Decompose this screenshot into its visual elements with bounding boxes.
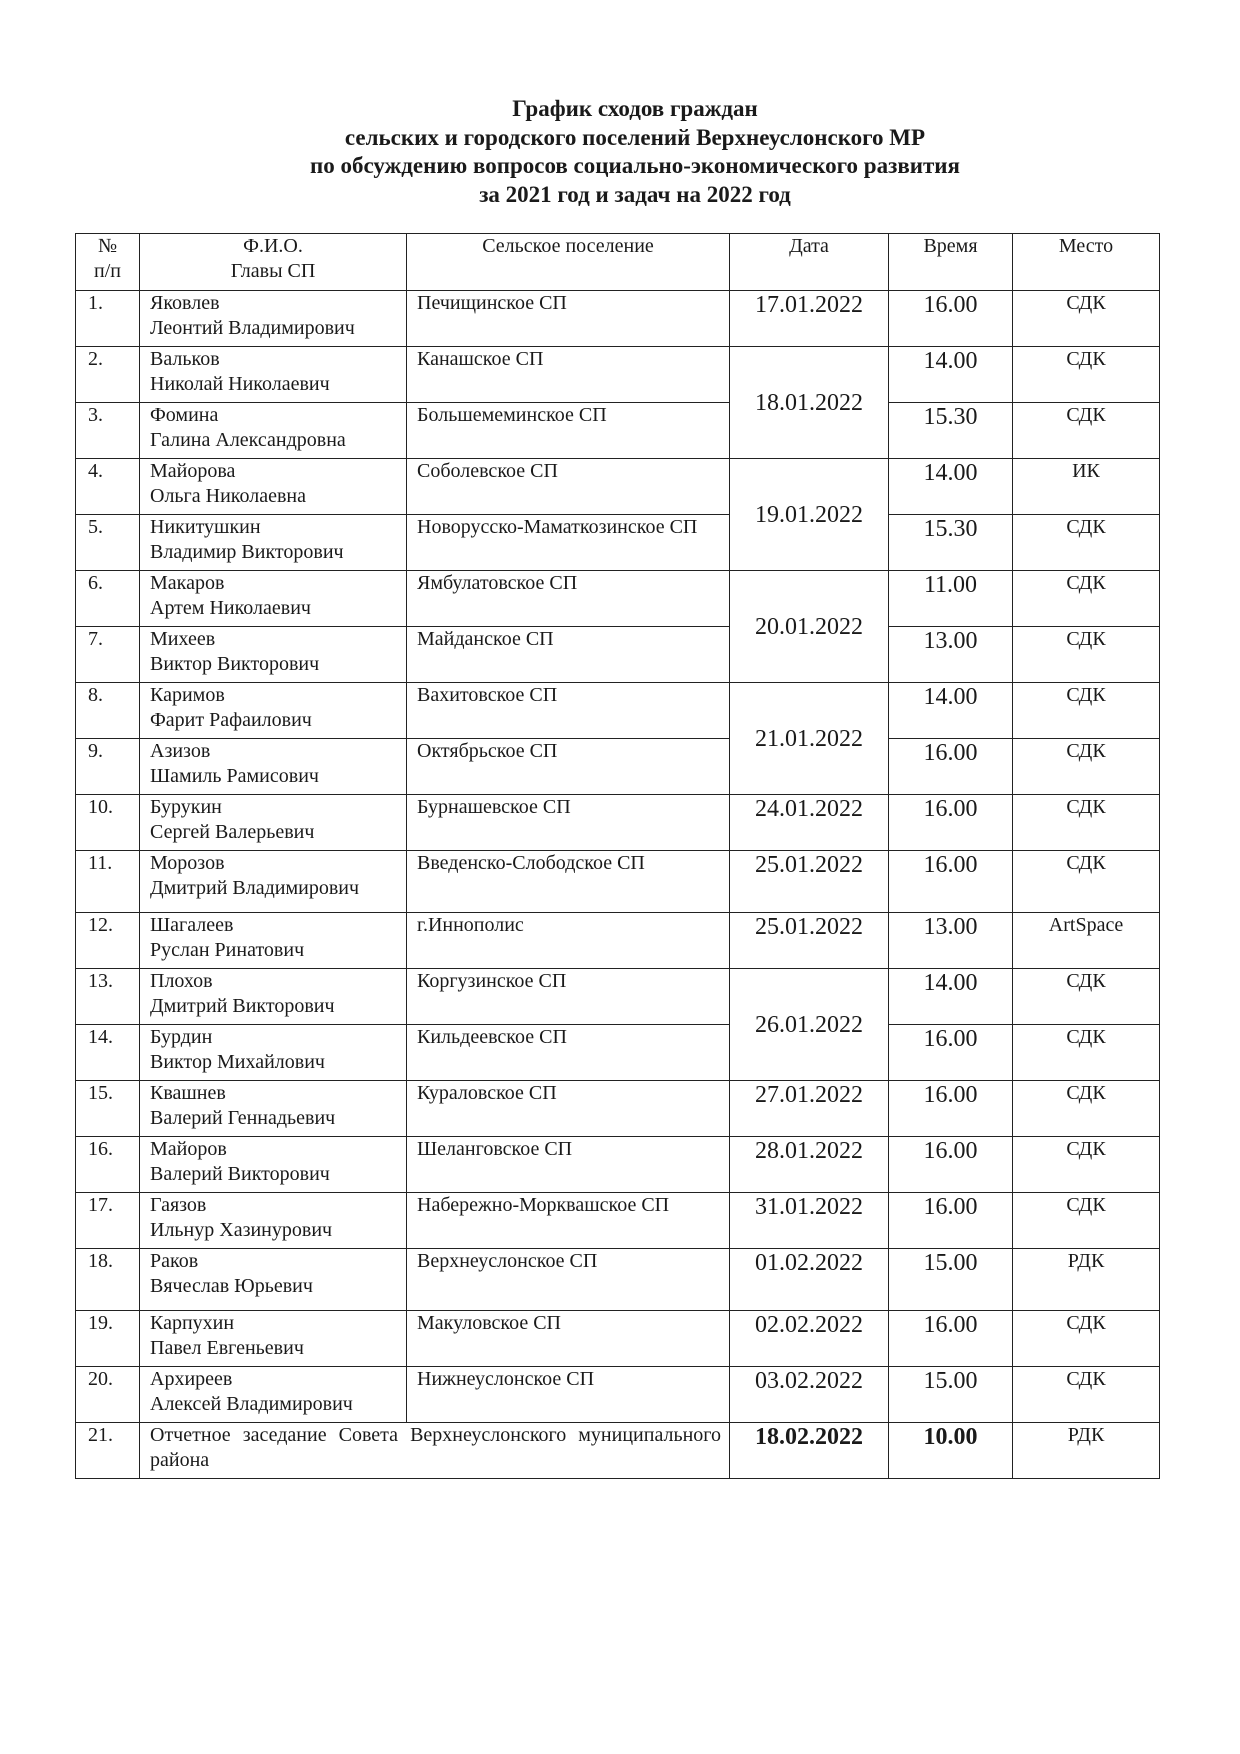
head-name: Никитушкин Владимир Викторович xyxy=(140,515,407,571)
meeting-time: 16.00 xyxy=(889,1081,1013,1137)
summary-row xyxy=(76,1423,1160,1479)
row-number: 3. xyxy=(76,403,140,459)
meeting-time: 11.00 xyxy=(889,571,1013,627)
header-settlement: Сельское поселение xyxy=(407,234,730,291)
meeting-time: 15.00 xyxy=(889,1367,1013,1423)
row-number: 2. xyxy=(76,347,140,403)
meeting-date: 18.02.2022 xyxy=(730,1423,889,1479)
table-row xyxy=(76,1137,1160,1193)
settlement-name: Октябрьское СП xyxy=(407,739,730,795)
head-name: Гаязов Ильнур Хазинурович xyxy=(140,1193,407,1249)
head-name: Бурукин Сергей Валерьевич xyxy=(140,795,407,851)
row-number: 18. xyxy=(76,1249,140,1311)
meeting-time: 10.00 xyxy=(889,1423,1013,1479)
head-name: Яковлев Леонтий Владимирович xyxy=(140,291,407,347)
schedule-table xyxy=(75,233,1160,1479)
table-row xyxy=(76,347,1160,403)
table-row xyxy=(76,459,1160,515)
table-row xyxy=(76,1249,1160,1311)
header-place: Место xyxy=(1013,234,1160,291)
meeting-date: 03.02.2022 xyxy=(730,1367,889,1423)
meeting-place: ArtSpace xyxy=(1013,913,1160,969)
meeting-place: СДК xyxy=(1013,1193,1160,1249)
head-name: Каримов Фарит Рафаилович xyxy=(140,683,407,739)
meeting-date: 17.01.2022 xyxy=(730,291,889,347)
title-line-4: за 2021 год и задач на 2022 год xyxy=(479,181,791,207)
meeting-place: СДК xyxy=(1013,851,1160,913)
row-number: 16. xyxy=(76,1137,140,1193)
settlement-name: г.Иннополис xyxy=(407,913,730,969)
head-name: Майорова Ольга Николаевна xyxy=(140,459,407,515)
title-line-3: по обсуждению вопросов социально-экономического развития xyxy=(309,153,961,178)
row-number: 9. xyxy=(76,739,140,795)
row-number: 6. xyxy=(76,571,140,627)
table-row xyxy=(76,1025,1160,1081)
head-name: Карпухин Павел Евгеньевич xyxy=(140,1311,407,1367)
meeting-date: 02.02.2022 xyxy=(730,1311,889,1367)
meeting-time: 14.00 xyxy=(889,459,1013,515)
meeting-place: СДК xyxy=(1013,1137,1160,1193)
meeting-date: 01.02.2022 xyxy=(730,1249,889,1311)
meeting-place: СДК xyxy=(1013,683,1160,739)
table-row xyxy=(76,913,1160,969)
head-name: Раков Вячеслав Юрьевич xyxy=(140,1249,407,1311)
meeting-time: 16.00 xyxy=(889,291,1013,347)
table-row xyxy=(76,851,1160,913)
table-row xyxy=(76,627,1160,683)
row-number: 8. xyxy=(76,683,140,739)
title-line-1: График сходов граждан xyxy=(512,96,758,121)
settlement-name: Бурнашевское СП xyxy=(407,795,730,851)
meeting-time: 14.00 xyxy=(889,683,1013,739)
head-name: Шагалеев Руслан Ринатович xyxy=(140,913,407,969)
head-name: Бурдин Виктор Михайлович xyxy=(140,1025,407,1081)
settlement-name: Верхнеуслонское СП xyxy=(407,1249,730,1311)
meeting-date: 28.01.2022 xyxy=(730,1137,889,1193)
meeting-date: 18.01.2022 xyxy=(730,347,889,459)
meeting-date: 24.01.2022 xyxy=(730,795,889,851)
row-number: 4. xyxy=(76,459,140,515)
table-row xyxy=(76,969,1160,1025)
head-name: Майоров Валерий Викторович xyxy=(140,1137,407,1193)
meeting-place: СДК xyxy=(1013,795,1160,851)
row-number: 19. xyxy=(76,1311,140,1367)
meeting-place: СДК xyxy=(1013,627,1160,683)
table-row xyxy=(76,571,1160,627)
meeting-time: 16.00 xyxy=(889,851,1013,913)
meeting-time: 14.00 xyxy=(889,969,1013,1025)
head-name: Вальков Николай Николаевич xyxy=(140,347,407,403)
meeting-time: 16.00 xyxy=(889,1025,1013,1081)
meeting-place: СДК xyxy=(1013,1311,1160,1367)
row-number: 20. xyxy=(76,1367,140,1423)
meeting-time: 15.30 xyxy=(889,515,1013,571)
meeting-time: 16.00 xyxy=(889,1311,1013,1367)
table-row xyxy=(76,1193,1160,1249)
meeting-time: 16.00 xyxy=(889,1193,1013,1249)
meeting-date: 27.01.2022 xyxy=(730,1081,889,1137)
meeting-place: СДК xyxy=(1013,1081,1160,1137)
head-name: Архиреев Алексей Владимирович xyxy=(140,1367,407,1423)
row-number: 14. xyxy=(76,1025,140,1081)
head-name: Макаров Артем Николаевич xyxy=(140,571,407,627)
head-name: Квашнев Валерий Геннадьевич xyxy=(140,1081,407,1137)
row-number: 17. xyxy=(76,1193,140,1249)
table-row xyxy=(76,1081,1160,1137)
meeting-time: 13.00 xyxy=(889,913,1013,969)
meeting-date: 25.01.2022 xyxy=(730,913,889,969)
meeting-time: 14.00 xyxy=(889,347,1013,403)
head-name: Фомина Галина Александровна xyxy=(140,403,407,459)
meeting-time: 16.00 xyxy=(889,1137,1013,1193)
settlement-name: Ямбулатовское СП xyxy=(407,571,730,627)
meeting-date: 25.01.2022 xyxy=(730,851,889,913)
settlement-name: Вахитовское СП xyxy=(407,683,730,739)
row-number: 5. xyxy=(76,515,140,571)
settlement-name: Коргузинское СП xyxy=(407,969,730,1025)
row-number: 1. xyxy=(76,291,140,347)
head-name: Морозов Дмитрий Владимирович xyxy=(140,851,407,913)
meeting-place: СДК xyxy=(1013,291,1160,347)
settlement-name: Набережно-Морквашское СП xyxy=(407,1193,730,1249)
head-name: Плохов Дмитрий Викторович xyxy=(140,969,407,1025)
meeting-time: 16.00 xyxy=(889,739,1013,795)
settlement-name: Соболевское СП xyxy=(407,459,730,515)
meeting-place: СДК xyxy=(1013,969,1160,1025)
table-row xyxy=(76,403,1160,459)
table-header-row xyxy=(76,234,1160,291)
table-row xyxy=(76,739,1160,795)
summary-text: Отчетное заседание Совета Верхнеуслонского муниципального района xyxy=(140,1423,730,1479)
header-num: № п/п xyxy=(76,234,140,291)
meeting-place: СДК xyxy=(1013,739,1160,795)
row-number: 13. xyxy=(76,969,140,1025)
settlement-name: Майданское СП xyxy=(407,627,730,683)
title-line-2: сельских и городского поселений Верхнеуслонского МР xyxy=(344,124,926,150)
meeting-place: ИК xyxy=(1013,459,1160,515)
meeting-time: 13.00 xyxy=(889,627,1013,683)
settlement-name: Канашское СП xyxy=(407,347,730,403)
row-number: 21. xyxy=(76,1423,140,1479)
meeting-date: 26.01.2022 xyxy=(730,969,889,1081)
meeting-date: 20.01.2022 xyxy=(730,571,889,683)
meeting-place: СДК xyxy=(1013,403,1160,459)
header-date: Дата xyxy=(730,234,889,291)
settlement-name: Макуловское СП xyxy=(407,1311,730,1367)
meeting-date: 21.01.2022 xyxy=(730,683,889,795)
meeting-date: 31.01.2022 xyxy=(730,1193,889,1249)
table-row xyxy=(76,795,1160,851)
table-row xyxy=(76,515,1160,571)
row-number: 11. xyxy=(76,851,140,913)
settlement-name: Печищинское СП xyxy=(407,291,730,347)
table-row xyxy=(76,291,1160,347)
row-number: 12. xyxy=(76,913,140,969)
table-row xyxy=(76,1311,1160,1367)
meeting-place: СДК xyxy=(1013,347,1160,403)
header-time: Время xyxy=(889,234,1013,291)
row-number: 10. xyxy=(76,795,140,851)
meeting-place: РДК xyxy=(1013,1249,1160,1311)
meeting-place: СДК xyxy=(1013,1025,1160,1081)
meeting-place: СДК xyxy=(1013,515,1160,571)
meeting-time: 16.00 xyxy=(889,795,1013,851)
meeting-place: СДК xyxy=(1013,1367,1160,1423)
settlement-name: Шеланговское СП xyxy=(407,1137,730,1193)
row-number: 15. xyxy=(76,1081,140,1137)
settlement-name: Кильдеевское СП xyxy=(407,1025,730,1081)
row-number: 7. xyxy=(76,627,140,683)
document-title xyxy=(0,95,1240,209)
header-fio: Ф.И.О. Главы СП xyxy=(140,234,407,291)
settlement-name: Кураловское СП xyxy=(407,1081,730,1137)
meeting-place: РДК xyxy=(1013,1423,1160,1479)
settlement-name: Новорусско-Маматкозинское СП xyxy=(407,515,730,571)
settlement-name: Нижнеуслонское СП xyxy=(407,1367,730,1423)
meeting-time: 15.00 xyxy=(889,1249,1013,1311)
meeting-place: СДК xyxy=(1013,571,1160,627)
settlement-name: Большемеминское СП xyxy=(407,403,730,459)
head-name: Михеев Виктор Викторович xyxy=(140,627,407,683)
head-name: Азизов Шамиль Рамисович xyxy=(140,739,407,795)
meeting-date: 19.01.2022 xyxy=(730,459,889,571)
settlement-name: Введенско-Слободское СП xyxy=(407,851,730,913)
meeting-time: 15.30 xyxy=(889,403,1013,459)
table-row xyxy=(76,683,1160,739)
table-row xyxy=(76,1367,1160,1423)
